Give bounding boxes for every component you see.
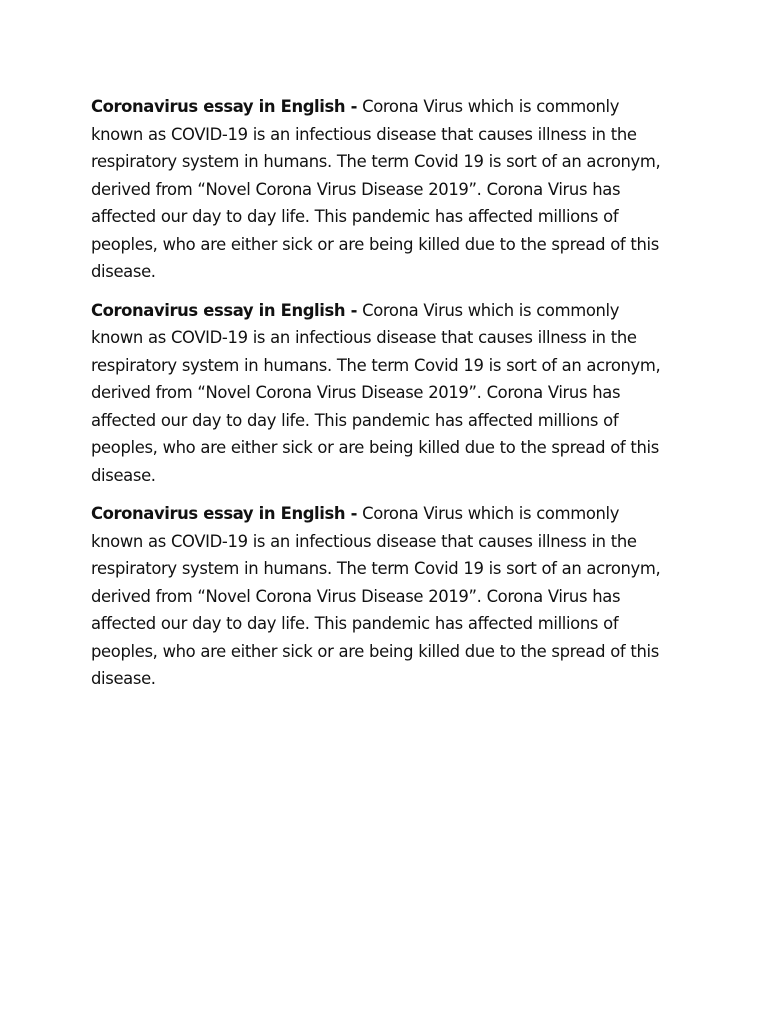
essay-paragraph-2 (91, 297, 676, 490)
paragraph-lead: Coronavirus essay in English - (91, 504, 358, 523)
document-body (91, 93, 676, 704)
paragraph-lead: Coronavirus essay in English - (91, 300, 358, 320)
paragraph-body: Corona Virus which is commonly known as COVID-19 is an infectious disease that causes illness in the respiratory system in humans. The term Covid 19 is sort of an acronym, derived from “Novel Corona Virus Disease 2019”. Corona Virus has affected our day to day life. This pandemic has affected millions of peoples, who are either sick or are being killed due to the spread of this disease. (91, 300, 661, 485)
essay-paragraph-1 (91, 93, 676, 286)
paragraph-lead: Coronavirus essay in English - (91, 97, 358, 116)
essay-paragraph-3 (91, 500, 676, 693)
paragraph-body: Corona Virus which is commonly known as COVID-19 is an infectious disease that causes illness in the respiratory system in humans. The term Covid 19 is sort of an acronym, derived from “Novel Corona Virus Disease 2019”. Corona Virus has affected our day to day life. This pandemic has affected millions of peoples, who are either sick or are being killed due to the spread of this disease. (91, 504, 661, 688)
paragraph-body: Corona Virus which is commonly known as COVID-19 is an infectious disease that causes illness in the respiratory system in humans. The term Covid 19 is sort of an acronym, derived from “Novel Corona Virus Disease 2019”. Corona Virus has affected our day to day life. This pandemic has affected millions of peoples, who are either sick or are being killed due to the spread of this disease. (91, 97, 661, 281)
